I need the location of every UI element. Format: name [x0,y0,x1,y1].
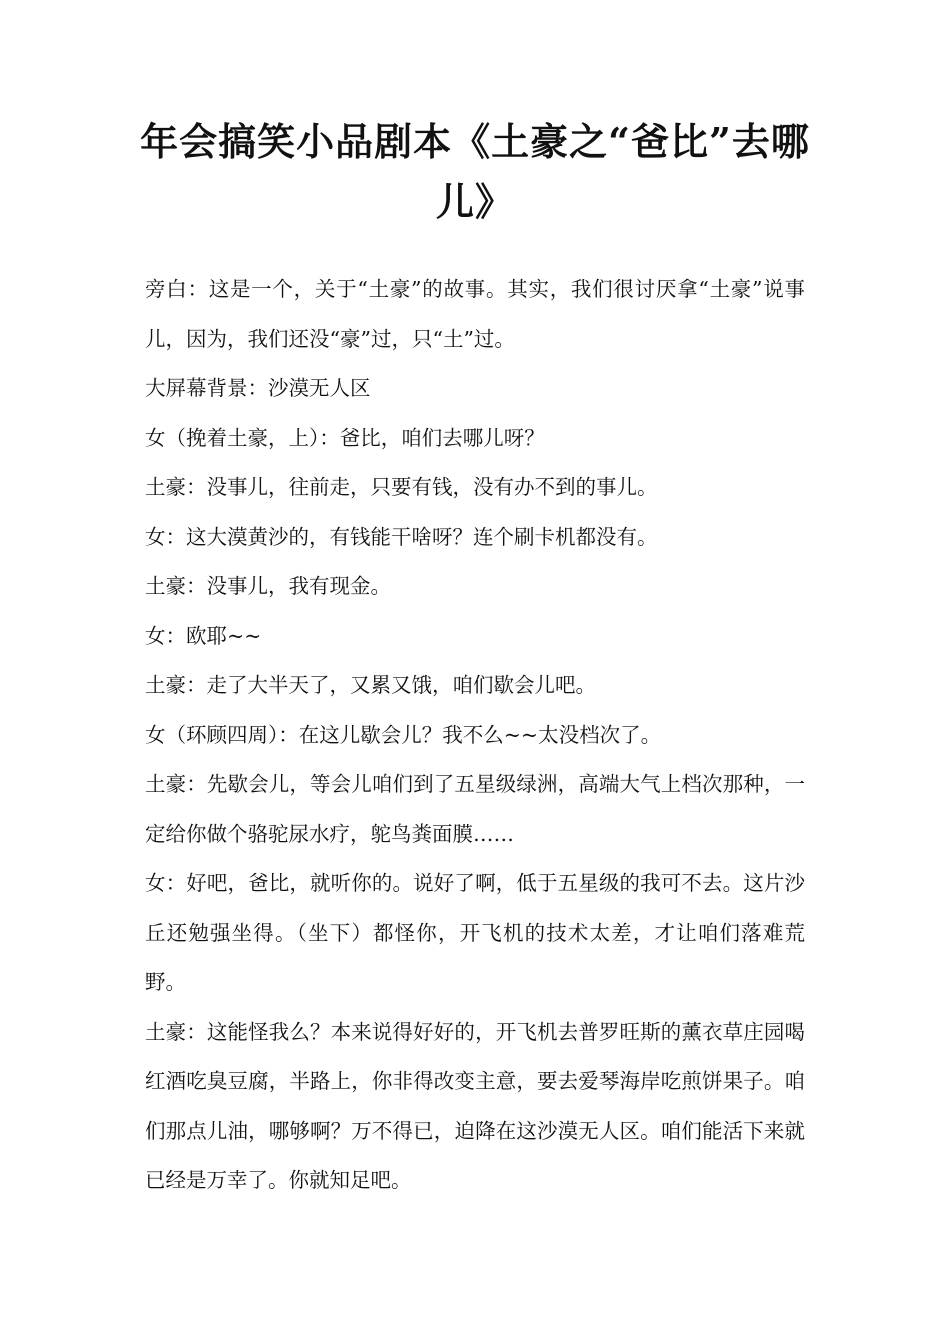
paragraph-dialogue: 土豪：没事儿，往前走，只要有钱，没有办不到的事儿。 [145,475,658,499]
paragraph-dialogue: 女：欧耶~~ [145,623,262,648]
paragraph-dialogue: 土豪：走了大半天了，又累又饿，咱们歇会儿吧。 [145,673,596,697]
document-body [145,265,805,1206]
paragraph-narration: 旁白：这是一个，关于“土豪”的故事。其实，我们很讨厌拿“土豪”说事儿，因为，我们还没“豪”过，只“土”过。 [145,277,805,351]
paragraph-dialogue: 土豪：先歇会儿，等会儿咱们到了五星级绿洲，高端大气上档次那种，一定给你做个骆驼尿水疗，鸵鸟粪面膜…… [145,772,805,846]
paragraph-dialogue: 土豪：这能怪我么？本来说得好好的，开飞机去普罗旺斯的薰衣草庄园喝红酒吃臭豆腐，半路上，你非得改变主意，要去爱琴海岸吃煎饼果子。咱们那点儿油，哪够啊？万不得已，迫降在这沙漠无人区。咱们能活下来就已经是万幸了。你就知足吧。 [145,1019,805,1192]
paragraph-dialogue: 女：这大漠黄沙的，有钱能干啥呀？连个刷卡机都没有。 [145,524,658,549]
paragraph-dialogue: 女：好吧，爸比，就听你的。说好了啊，低于五星级的我可不去。这片沙丘还勉强坐得。（坐下）都怪你，开飞机的技术太差，才让咱们落难荒野。 [145,871,805,994]
paragraph-dialogue: 女（环顾四周）：在这儿歇会儿？我不么~~太没档次了。 [145,722,662,747]
page-title: 年会搞笑小品剧本《土豪之“爸比”去哪儿》 [140,119,810,224]
paragraph-dialogue: 女（挽着土豪，上）：爸比，咱们去哪儿呀？ [145,425,545,450]
paragraph-dialogue: 土豪：没事儿，我有现金。 [145,574,391,598]
paragraph-background: 大屏幕背景：沙漠无人区 [145,376,371,400]
